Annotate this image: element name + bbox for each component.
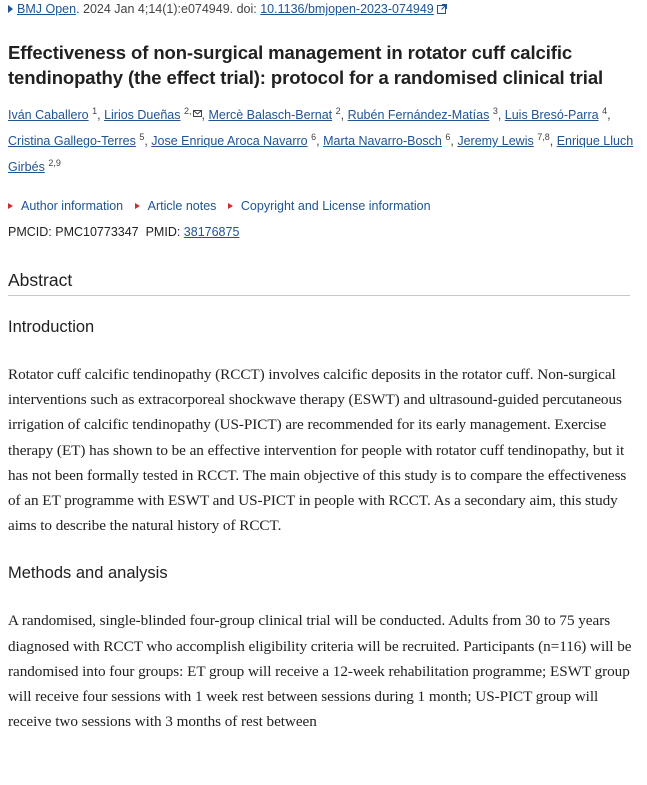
- author-link[interactable]: Cristina Gallego-Terres: [8, 134, 136, 148]
- doi-link[interactable]: 10.1136/bmjopen-2023-074949: [260, 2, 434, 16]
- author-list: Iván Caballero $^1$, Lirios Dueñas $^{2,}$ , Mercè Balasch-Bernat $^2$, Rubén Fernández-Matías $^3$, Luis Bresó-Parra $^4$, Cristina Gallego-Terres $^5$, Jose Enrique Aroca Navarro $^6$, Marta Navarro-Bosch $^6$, Jeremy Lewis $^{7,8}$, Enrique Lluch Girbés $^{2,9}$: [8, 100, 639, 180]
- author-link[interactable]: Lirios Dueñas: [104, 108, 181, 122]
- author-information-label: Author information: [21, 199, 124, 213]
- author-information-toggle[interactable]: [8, 198, 123, 214]
- section-heading-introduction: Introduction: [8, 318, 95, 336]
- triangle-bullet-icon: [8, 5, 13, 13]
- pmid-label: PMID:: [145, 225, 184, 239]
- triangle-bullet-icon: [8, 203, 13, 209]
- article-identifiers: [8, 224, 639, 240]
- author-link[interactable]: Rubén Fernández-Matías: [347, 108, 490, 122]
- author-affiliation: 6: [445, 131, 451, 142]
- section-text-introduction: Rotator cuff calcific tendinopathy (RCCT) involves calcific deposits in the rotator cuff. Non-surgical interventions such as extracorporeal shockwave therapy (ESWT) and ultrasound-guided percutaneous irrigation of calcific tendinopathy (US-PICT) are recommended for its early management. Exercise therapy (ET) has shown to be an effective intervention for people with rotator cuff tendinopathy, but it has not been formally tested in RCCT. The main objective of this study is to compare the effectiveness of an ET programme with ESWT and US-PICT in people with RCCT. As a secondary aim, this study aims to describe the natural history of RCCT.: [8, 366, 627, 535]
- author-link[interactable]: Mercè Balasch-Bernat: [208, 108, 333, 122]
- article-info-links: [8, 198, 639, 214]
- author-affiliation: 1: [92, 105, 98, 116]
- triangle-bullet-icon: [135, 203, 140, 209]
- article-notes-label: Article notes: [147, 199, 217, 213]
- author-affiliation: 2,9: [48, 157, 61, 168]
- mail-icon[interactable]: [193, 100, 202, 126]
- copyright-label: Copyright and License information: [240, 199, 431, 213]
- article-title: Effectiveness of non-surgical management in rotator cuff calcific tendinopathy (the effect trial): protocol for a randomised clinical trial: [8, 42, 604, 88]
- author-affiliation: 4: [602, 105, 608, 116]
- author-affiliation: 7,8: [537, 131, 550, 142]
- section-text-methods: A randomised, single-blinded four-group clinical trial will be conducted. Adults from 30 to 75 years diagnosed with RCCT who accomplish eligibility criteria will be recruited. Participants (n=116) will be randomised into four groups: ET group will receive a 12-week rehabilitation programme; ESWT group will receive four sessions with 1 week rest between sessions during 1 month; US-PICT group will receive two sessions with 3 months of rest between: [8, 612, 632, 731]
- author-affiliation: 5: [139, 131, 145, 142]
- section-heading-methods: Methods and analysis: [8, 564, 168, 583]
- author-affiliation: 3: [492, 105, 498, 116]
- journal-link[interactable]: BMJ Open: [17, 2, 77, 16]
- article-notes-toggle[interactable]: [135, 198, 217, 214]
- author-affiliation: 6: [311, 131, 317, 142]
- author-link[interactable]: Jeremy Lewis: [457, 134, 534, 148]
- pmcid-label: PMCID:: [8, 225, 56, 239]
- citation-line: [8, 0, 639, 18]
- abstract-heading: Abstract: [8, 270, 630, 296]
- citation-details: . 2024 Jan 4;14(1):e074949. doi:: [76, 2, 261, 16]
- pmid-link[interactable]: 38176875: [183, 225, 240, 239]
- copyright-toggle[interactable]: [228, 198, 431, 214]
- author-affiliation: 2,: [183, 105, 192, 116]
- author-link[interactable]: Marta Navarro-Bosch: [323, 134, 442, 148]
- author-link[interactable]: Iván Caballero: [8, 108, 89, 122]
- triangle-bullet-icon: [228, 203, 233, 209]
- author-link[interactable]: Enrique Lluch Girbés: [8, 134, 634, 174]
- author-affiliation: 2: [335, 105, 341, 116]
- author-link[interactable]: Luis Bresó-Parra: [504, 108, 599, 122]
- author-link[interactable]: Jose Enrique Aroca Navarro: [151, 134, 308, 148]
- pmcid-value: PMC10773347: [55, 225, 139, 239]
- external-link-icon[interactable]: [437, 2, 447, 18]
